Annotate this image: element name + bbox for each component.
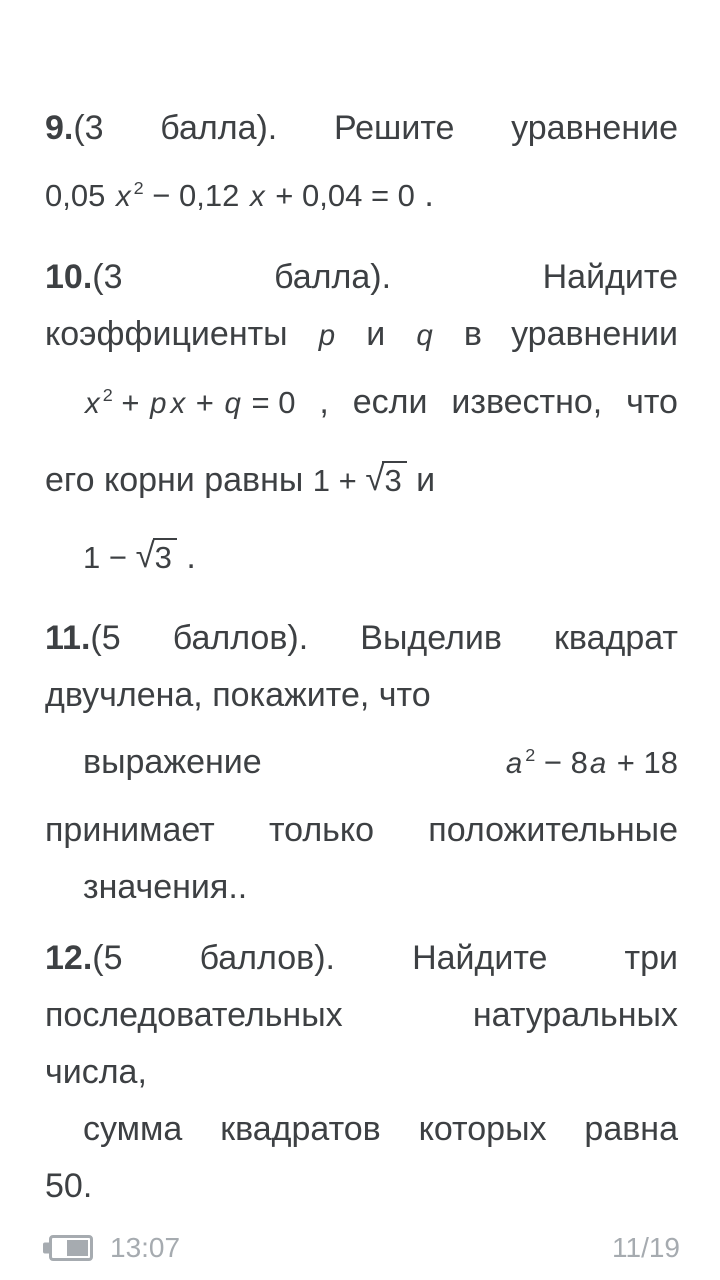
- clock-label: 13:07: [110, 1232, 181, 1263]
- document-line: сумма квадратов которых равна: [83, 1110, 678, 1148]
- math-formula: a $^2$ − 8a + 18: [505, 744, 678, 780]
- sqrt-expression: √3: [365, 463, 406, 498]
- math-formula: x $^2$ + p x + q = 0: [85, 384, 296, 420]
- problem-block: [45, 930, 678, 1215]
- document-line: числа,: [45, 1053, 147, 1091]
- page-indicator: 11/19: [612, 1232, 680, 1263]
- document-line: 9.(3 балла). Решите уравнение: [45, 109, 679, 147]
- math-formula: 1 + √3: [313, 442, 407, 519]
- problem-block: [45, 100, 678, 235]
- math-formula: 0,05 x $^2$ − 0,12 x + 0,04 = 0: [45, 177, 415, 213]
- document-line: x $^2$ + p x + q = 0 , если известно, что: [45, 364, 678, 442]
- sqrt-expression: √3: [136, 540, 177, 575]
- document-content: [45, 100, 678, 1215]
- document-line: его корни равны 1 + √3 и: [45, 442, 678, 519]
- document-line: 10.(3 балла). Найдите: [45, 258, 679, 296]
- document-line: 1 − √3 .: [45, 519, 678, 596]
- math-formula: p: [318, 319, 336, 352]
- battery-icon: [49, 1235, 93, 1261]
- document-line: 50.: [45, 1167, 93, 1205]
- document-line: последовательных натуральных: [45, 996, 678, 1034]
- document-line: значения..: [83, 868, 248, 906]
- problem-block: [45, 610, 678, 916]
- document-line: 11.(5 баллов). Выделив квадрат: [45, 619, 678, 657]
- document-line: выражение a $^2$ − 8a + 18: [45, 724, 678, 802]
- problem-block: [45, 249, 678, 596]
- document-line: принимает только положительные: [45, 811, 679, 849]
- document-line: коэффициенты p и q в уравнении: [45, 306, 678, 364]
- document-line: 12.(5 баллов). Найдите три: [45, 939, 679, 977]
- math-formula: 1 − √3: [83, 519, 177, 596]
- reader-status-bar: [0, 1216, 720, 1280]
- math-formula: q: [416, 319, 433, 352]
- document-line: двучлена, покажите, что: [45, 676, 431, 714]
- document-line: 0,05 x $^2$ − 0,12 x + 0,04 = 0 .: [45, 157, 678, 235]
